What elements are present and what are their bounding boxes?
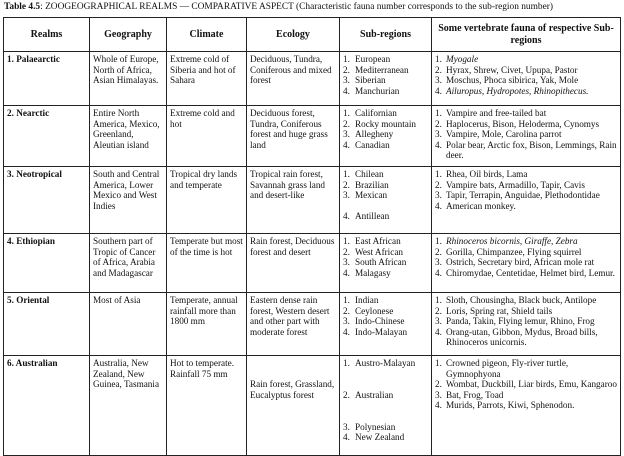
- ecology-cell: Rain forest, Deciduous forest and desert: [247, 234, 340, 293]
- fauna-cell: [432, 234, 621, 293]
- realm-cell: 3. Neotropical: [4, 167, 90, 234]
- climate-cell: Extreme cold and hot: [167, 106, 247, 167]
- subregion-item: 1. East African: [343, 236, 401, 246]
- geography-cell: Entire North America, Mexico, Greenland, Aleutian island: [90, 106, 167, 167]
- fauna-item: 3. Vampire, Mole, Carolina parrot: [435, 129, 562, 140]
- subregions-cell: [340, 293, 432, 356]
- subregion-item: 2. Rocky mountain: [343, 118, 416, 129]
- header-geography: Geography: [90, 18, 167, 52]
- climate-cell: Hot to temperate. Rainfall 75 mm: [167, 356, 247, 456]
- fauna-cell: [432, 167, 621, 234]
- header-fauna: Some vertebrate fauna of respective Sub-regions: [432, 18, 621, 52]
- subregion-item: 4. Manchurian: [343, 85, 400, 96]
- subregion-item: 2. Mediterranean: [343, 64, 409, 75]
- subregion-item: 4. Antillean: [343, 211, 390, 222]
- fauna-item: 1. Myogale: [435, 54, 479, 64]
- table-row: [4, 356, 621, 456]
- table-row: [4, 52, 621, 106]
- subregion-item: 4. Canadian: [343, 139, 390, 150]
- subregion-item: 4. Malagasy: [343, 267, 391, 278]
- fauna-cell: [432, 293, 621, 356]
- fauna-item: 4. Chiromydae, Centetidae, Helmet bird, Lemur.: [435, 267, 615, 278]
- subregion-item: 2. Ceylonese: [343, 305, 394, 316]
- subregion-item: 3. Siberian: [343, 75, 386, 86]
- subregion-item: 3. Polynesian: [343, 421, 396, 432]
- geography-cell: South and Central America, Lower Mexico and West Indies: [90, 167, 167, 234]
- ecology-cell: Tropical rain forest, Savannah grass land and desert-like: [247, 167, 340, 234]
- fauna-item: 2. Vampire bats, Armadillo, Tapir, Cavis: [435, 179, 585, 190]
- climate-cell: Temperate but most of the time is hot: [167, 234, 247, 293]
- fauna-cell: [432, 356, 621, 456]
- subregion-item: 1. Chilean: [343, 169, 384, 179]
- subregion-item: 1. Indian: [343, 295, 379, 305]
- fauna-item: 2. Loris, Spring rat, Shield tails: [435, 305, 553, 316]
- fauna-item: 1. Rhea, Oil birds, Lama: [435, 169, 528, 179]
- subregion-item: 4. New Zealand: [343, 432, 405, 443]
- subregion-item: 2. Brazilian: [343, 179, 389, 190]
- climate-cell: Temperate, annual rainfall more than 1800 mm: [167, 293, 247, 356]
- header-row: [4, 18, 621, 52]
- header-realms: Realms: [4, 18, 90, 52]
- fauna-cell: [432, 106, 621, 167]
- fauna-item: 3. Moschus, Phoca sibirica, Yak, Mole: [435, 75, 579, 86]
- climate-cell: Tropical dry lands and temperate: [167, 167, 247, 234]
- ecology-cell: Deciduous forest, Tundra, Coniferous forest and huge grass land: [247, 106, 340, 167]
- subregions-cell: [340, 106, 432, 167]
- fauna-item: 1. Crowned pigeon, Fly-river turtle, Gymnophyona: [435, 358, 569, 379]
- fauna-item: 4. American monkey.: [435, 200, 516, 211]
- header-climate: Climate: [167, 18, 247, 52]
- fauna-item: 2. Hyrax, Shrew, Civet, Upupa, Pastor: [435, 64, 578, 75]
- subregions-cell: [340, 52, 432, 106]
- fauna-item: 4. Polar bear, Arctic fox, Bison, Lemmings, Rain deer.: [435, 139, 617, 161]
- subregion-item: 1. Austro-Malayan: [343, 358, 416, 368]
- realm-cell: 4. Ethiopian: [4, 234, 90, 293]
- fauna-item: 3. Bat, Frog, Toad: [435, 389, 504, 400]
- subregion-item: 3. Mexican: [343, 190, 388, 201]
- table-title: : ZOOGEOGRAPHICAL REALMS — COMPARATIVE ASPECT (Characteristic fauna number corresponds to the sub-region number): [40, 2, 553, 12]
- geography-cell: Australia, New Zealand, New Guinea, Tasmania: [90, 356, 167, 456]
- subregion-item: 3. Indo-Chinese: [343, 316, 405, 327]
- fauna-item: 2. Gorilla, Chimpanzee, Flying squirrel: [435, 246, 582, 257]
- subregion-item: 2. Australian: [343, 389, 394, 400]
- subregion-item: 1. European: [343, 54, 391, 64]
- fauna-item: 1. Rhinoceros bicornis, Giraffe, Zebra: [435, 236, 578, 246]
- realm-cell: 1. Palaearctic: [4, 52, 90, 106]
- subregion-item: 4. Indo-Malayan: [343, 326, 408, 337]
- subregions-cell: [340, 356, 432, 456]
- realms-table: [3, 17, 621, 456]
- subregion-item: 1. Californian: [343, 108, 397, 118]
- climate-cell: Extreme cold of Siberia and hot of Sahara: [167, 52, 247, 106]
- geography-cell: Whole of Europe, North of Africa, Asian Himalayas.: [90, 52, 167, 106]
- geography-cell: Most of Asia: [90, 293, 167, 356]
- table-label: Table 4.5: [4, 2, 41, 12]
- realm-cell: 5. Oriental: [4, 293, 90, 356]
- fauna-item: 1. Vampire and free-tailed bat: [435, 108, 547, 118]
- ecology-cell: Deciduous, Tundra, Coniferous and mixed forest: [247, 52, 340, 106]
- table-row: [4, 167, 621, 234]
- table-row: [4, 106, 621, 167]
- header-ecology: Ecology: [247, 18, 340, 52]
- realm-cell: 6. Australian: [4, 356, 90, 456]
- subregion-item: 3. Allegheny: [343, 129, 394, 140]
- fauna-item: 4. Orang-utan, Gibbon, Mydus, Broad bills, Rhinoceros unicornis.: [435, 326, 598, 348]
- fauna-item: 3. Tapir, Terrapin, Anguidae, Plethodontidae: [435, 190, 600, 201]
- subregions-cell: [340, 234, 432, 293]
- subregions-cell: [340, 167, 432, 234]
- fauna-item: 2. Wombat, Duckbill, Liar birds, Emu, Kangaroo: [435, 379, 617, 390]
- realm-cell: 2. Nearctic: [4, 106, 90, 167]
- table-row: [4, 234, 621, 293]
- fauna-item: 1. Sloth, Chousingha, Black buck, Antilope: [435, 295, 597, 305]
- fauna-cell: [432, 52, 621, 106]
- header-subregions: Sub-regions: [340, 18, 432, 52]
- fauna-item: 3. Panda, Takin, Flying lemur, Rhino, Frog: [435, 316, 595, 327]
- table-caption: [4, 2, 620, 13]
- table-row: [4, 293, 621, 356]
- subregion-item: 3. South African: [343, 257, 407, 268]
- fauna-item: 3. Ostrich, Secretary bird, African mole rat: [435, 257, 595, 268]
- ecology-cell: Rain forest, Grassland, Eucalyptus forest: [247, 356, 340, 456]
- fauna-item: 2. Haplocerus, Bison, Heloderma, Cynomys: [435, 118, 600, 129]
- subregion-item: 2. West African: [343, 246, 403, 257]
- geography-cell: Southern part of Tropic of Cancer of Africa, Arabia and Madagascar: [90, 234, 167, 293]
- fauna-item: 4. Murids, Parrots, Kiwi, Sphenodon.: [435, 400, 575, 411]
- ecology-cell: Eastern dense rain forest, Western desert and other part with moderate forest: [247, 293, 340, 356]
- fauna-item: 4. Ailuropus, Hydropotes, Rhinopithecus.: [435, 85, 589, 96]
